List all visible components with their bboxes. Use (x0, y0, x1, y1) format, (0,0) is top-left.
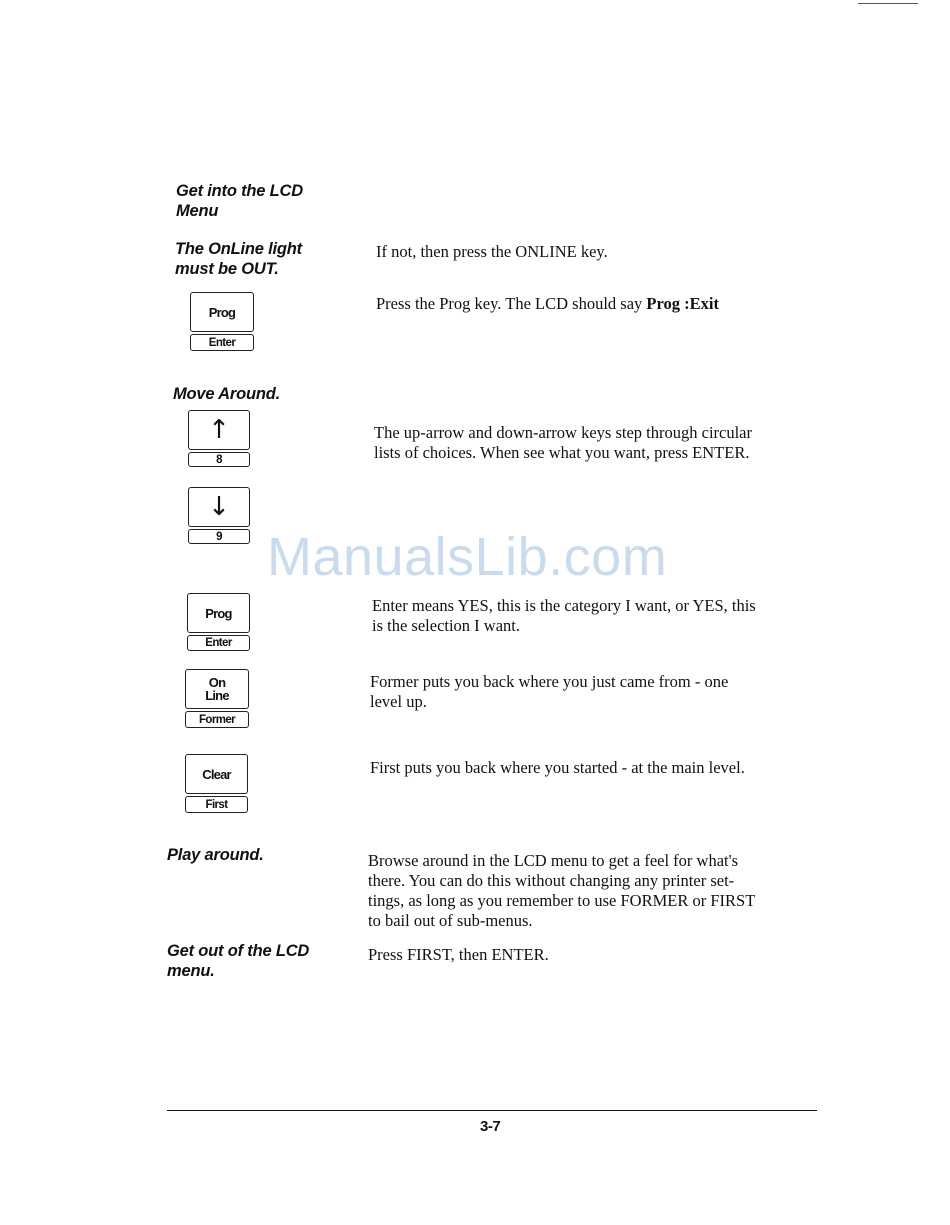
heading-move-around: Move Around. (173, 385, 280, 403)
text-line: tings, as long as you remember to use FORMER or FIRST (368, 891, 756, 910)
up-arrow-key-face (188, 410, 250, 450)
prog-step-text-prefix: Press the Prog key. The LCD should say (376, 294, 647, 313)
lcd-readout: Prog :Exit (646, 294, 719, 313)
get-out-text: Press FIRST, then ENTER. (368, 945, 549, 964)
former-key-label: Former (185, 711, 249, 728)
key-8-label: 8 (188, 452, 250, 467)
online-key-label-line: On (208, 675, 226, 690)
clear-key-label: Clear (185, 754, 248, 794)
enter-key-label: Enter (187, 635, 250, 651)
text-line: to bail out of sub-menus. (368, 911, 533, 930)
text-line: level up. (370, 692, 427, 711)
footer-rule (167, 1110, 817, 1111)
text-line: lists of choices. When see what you want, press ENTER. (374, 443, 750, 462)
text-line: is the selection I want. (372, 616, 521, 635)
prog-enter-key[interactable] (187, 593, 250, 653)
online-light-text: If not, then press the ONLINE key. (376, 242, 608, 261)
up-arrow-icon: ↑ (208, 414, 230, 445)
heading-get-out-of-lcd-menu (167, 941, 347, 981)
online-former-key[interactable] (185, 669, 249, 730)
first-key-label: First (185, 796, 248, 813)
clear-first-key[interactable] (185, 754, 248, 815)
prog-key-label: Prog (190, 292, 254, 332)
first-text: First puts you back where you started - at the main level. (370, 758, 745, 777)
prog-step-text (376, 294, 836, 314)
enter-key-label: Enter (190, 334, 254, 351)
online-key-label (185, 669, 249, 709)
heading-line: The OnLine light (175, 240, 302, 258)
heading-line: Menu (176, 202, 219, 220)
online-key-label-line: Line (205, 688, 229, 703)
text-line: Former puts you back where you just came from - one (370, 672, 729, 691)
page-number: 3-7 (480, 1118, 501, 1135)
key-9-label: 9 (188, 529, 250, 544)
down-arrow-9-key[interactable] (188, 487, 250, 545)
heading-line: must be OUT. (175, 260, 279, 278)
heading-line: Get out of the LCD (167, 942, 310, 960)
heading-online-light (175, 239, 355, 279)
text-line: The up-arrow and down-arrow keys step through circular (374, 423, 752, 442)
prog-key-label: Prog (187, 593, 250, 633)
watermark: ManualsLib.com (267, 527, 668, 587)
text-line: there. You can do this without changing any printer set- (368, 871, 735, 890)
heading-play-around: Play around. (167, 846, 264, 864)
play-around-text (368, 851, 838, 931)
heading-line: Get into the LCD (176, 182, 303, 200)
heading-get-into-lcd-menu (176, 181, 356, 221)
corner-mark (858, 3, 918, 4)
down-arrow-key-face (188, 487, 250, 527)
enter-means-text (372, 596, 832, 636)
former-text (370, 672, 830, 712)
text-line: Browse around in the LCD menu to get a feel for what's (368, 851, 739, 870)
up-arrow-8-key[interactable] (188, 410, 250, 468)
down-arrow-icon: ↓ (208, 491, 230, 522)
text-line: Enter means YES, this is the category I want, or YES, this (372, 596, 756, 615)
prog-enter-key[interactable] (190, 292, 254, 354)
heading-line: menu. (167, 962, 215, 980)
move-around-text (374, 423, 834, 463)
